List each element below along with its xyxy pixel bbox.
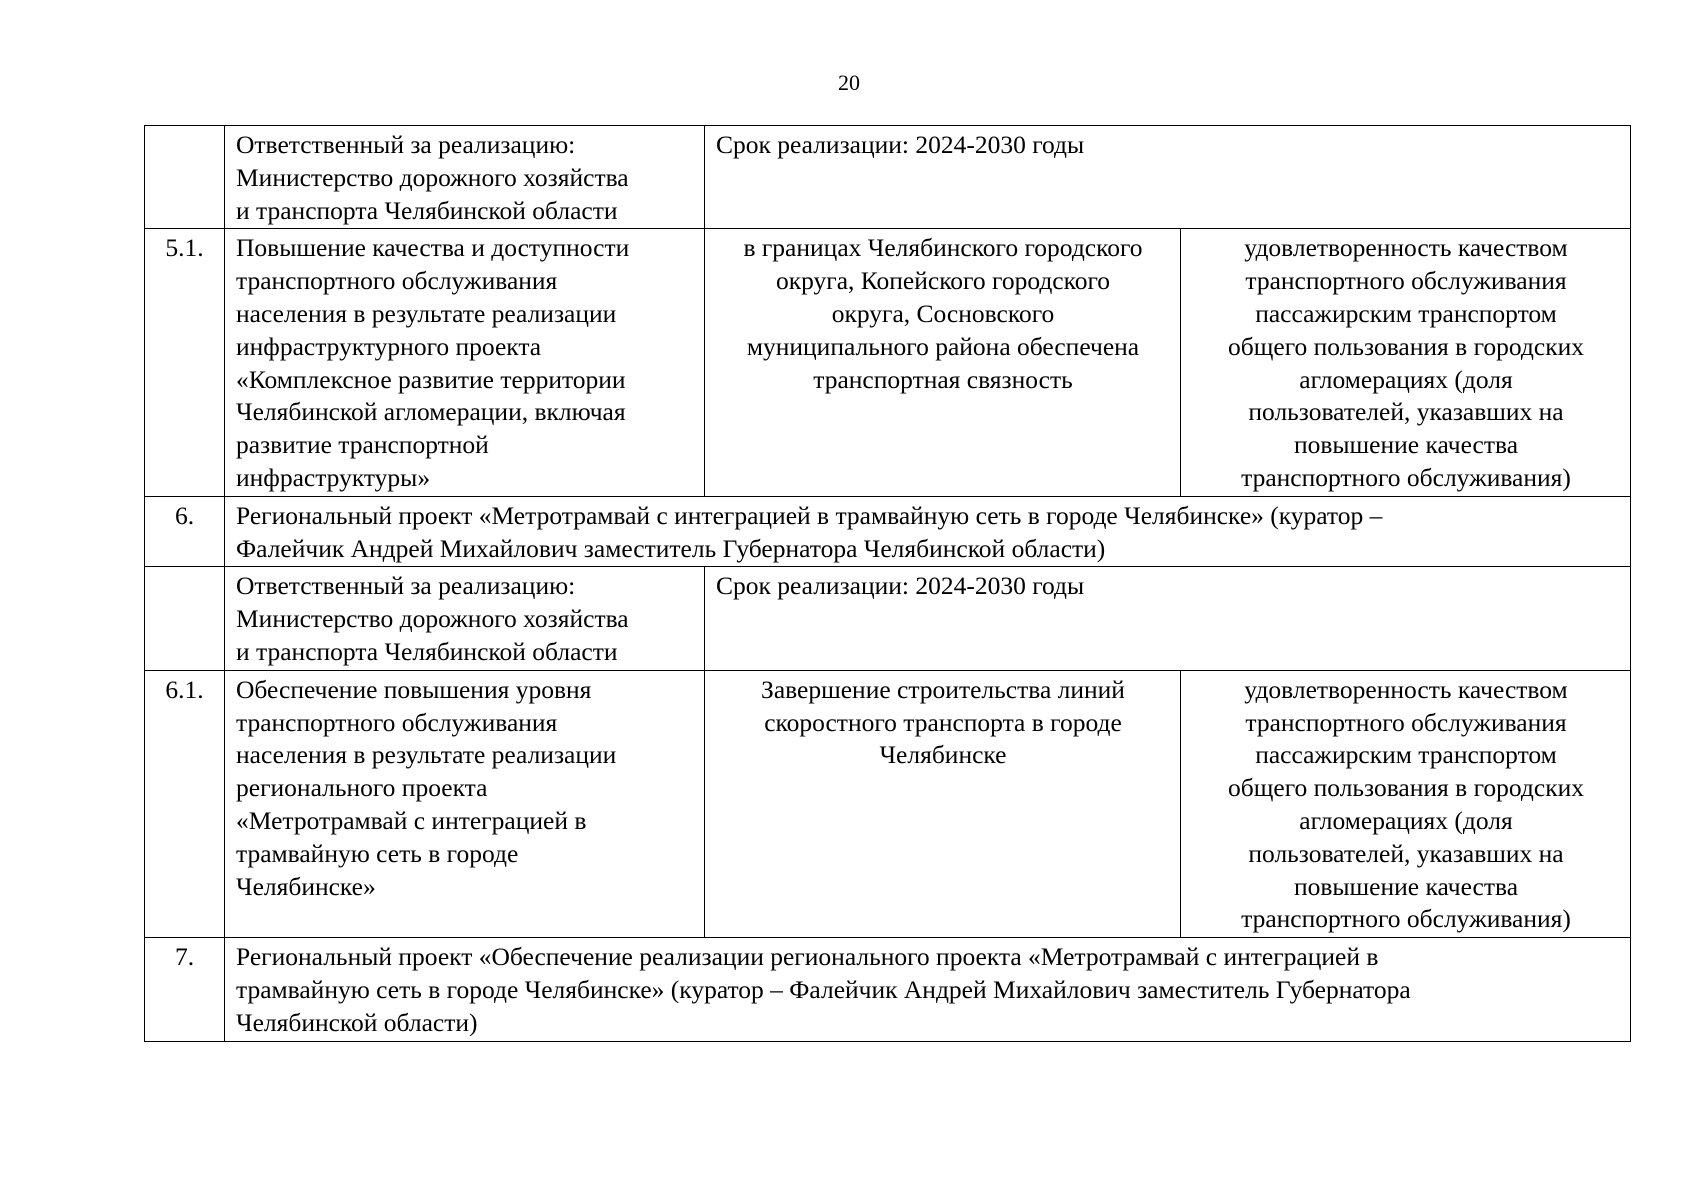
task-line: Челябинской агломерации, включая: [236, 397, 626, 427]
project-line: Фалейчик Андрей Михайлович заместитель Губернатора Челябинской области): [236, 533, 1106, 563]
responsible-line: Ответственный за реализацию:: [236, 571, 576, 601]
task-line: «Метротрамвай с интеграцией в: [236, 805, 587, 835]
responsible-line: и транспорта Челябинской области: [236, 636, 618, 666]
indicator-line: общего пользования в городских: [1228, 331, 1584, 361]
indicator-cell: [1181, 229, 1631, 496]
responsible-cell: [225, 567, 705, 670]
term-cell: [705, 126, 1631, 229]
task-line: транспортного обслуживания: [236, 707, 558, 737]
result-line: Завершение строительства линий: [761, 674, 1125, 704]
task-line: Повышение качества и доступности: [236, 233, 630, 263]
task-line: населения в результате реализации: [236, 298, 617, 328]
term-text: Срок реализации: 2024-2030 годы: [716, 130, 1085, 159]
indicator-line: транспортного обслуживания): [1241, 904, 1571, 934]
indicator-cell: [1181, 670, 1631, 937]
indicator-line: пассажирским транспортом: [1255, 740, 1557, 770]
result-line: транспортная связность: [813, 364, 1073, 394]
result-line: округа, Сосновского: [831, 298, 1055, 328]
project-line: Региональный проект «Обеспечение реализации регионального проекта «Метротрамвай с интеграцией в: [236, 942, 1379, 972]
table-row: [145, 126, 1631, 229]
task-line: инфраструктурного проекта: [236, 331, 542, 361]
indicator-line: агломерациях (доля: [1299, 805, 1513, 835]
task-line: регионального проекта: [236, 773, 488, 803]
task-line: транспортного обслуживания: [236, 266, 558, 296]
responsible-cell: [225, 126, 705, 229]
result-line: округа, Копейского городского: [775, 266, 1111, 296]
result-line: муниципального района обеспечена: [746, 331, 1140, 361]
indicator-line: общего пользования в городских: [1228, 773, 1584, 803]
table-row: [145, 229, 1631, 496]
task-line: трамвайную сеть в городе: [236, 838, 519, 868]
task-line: Обеспечение повышения уровня: [236, 674, 592, 704]
result-cell: [705, 229, 1181, 496]
plan-table: [144, 125, 1631, 1042]
table-row: [145, 670, 1631, 937]
indicator-line: удовлетворенность качеством: [1244, 674, 1568, 704]
page-number: 20: [838, 70, 860, 95]
indicator-line: транспортного обслуживания: [1245, 266, 1567, 296]
task-line: инфраструктуры»: [236, 462, 431, 492]
responsible-line: Ответственный за реализацию:: [236, 130, 576, 159]
indicator-line: повышение качества: [1293, 430, 1519, 460]
row-number-cell: 6.1.: [145, 670, 225, 937]
term-text: Срок реализации: 2024-2030 годы: [716, 571, 1085, 601]
task-cell: [225, 670, 705, 937]
indicator-line: транспортного обслуживания): [1241, 462, 1571, 492]
project-cell: [225, 496, 1631, 567]
table-row: [145, 938, 1631, 1041]
project-line: Региональный проект «Метротрамвай с интеграцией в трамвайную сеть в городе Челябинске» (куратор –: [236, 500, 1383, 530]
row-number-cell: [145, 567, 225, 670]
row-number-cell: 6.: [145, 496, 225, 567]
task-line: «Комплексное развитие территории: [236, 364, 626, 394]
result-line: скоростного транспорта в городе: [764, 707, 1122, 737]
project-line: Челябинской области): [236, 1007, 478, 1037]
project-cell: [225, 938, 1631, 1041]
responsible-line: Министерство дорожного хозяйства: [236, 162, 629, 192]
indicator-line: пользователей, указавших на: [1248, 838, 1564, 868]
indicator-line: агломерациях (доля: [1299, 364, 1513, 394]
task-line: Челябинске»: [236, 871, 376, 901]
term-cell: [705, 567, 1631, 670]
task-cell: [225, 229, 705, 496]
project-line: трамвайную сеть в городе Челябинске» (куратор – Фалейчик Андрей Михайлович заместитель Губернатора: [236, 974, 1411, 1004]
indicator-line: транспортного обслуживания: [1245, 707, 1567, 737]
indicator-line: повышение качества: [1293, 871, 1519, 901]
table-row: [145, 496, 1631, 567]
indicator-line: пользователей, указавших на: [1248, 397, 1564, 427]
row-number-cell: 5.1.: [145, 229, 225, 496]
task-line: населения в результате реализации: [236, 740, 617, 770]
table-row: [145, 567, 1631, 670]
task-line: развитие транспортной: [236, 430, 489, 460]
row-number-cell: 7.: [145, 938, 225, 1041]
responsible-line: и транспорта Челябинской области: [236, 195, 618, 225]
row-number-cell: [145, 126, 225, 229]
result-line: в границах Челябинского городского: [743, 233, 1143, 263]
result-line: Челябинске: [879, 740, 1007, 770]
indicator-line: удовлетворенность качеством: [1244, 233, 1568, 263]
indicator-line: пассажирским транспортом: [1255, 298, 1557, 328]
result-cell: [705, 670, 1181, 937]
responsible-line: Министерство дорожного хозяйства: [236, 604, 629, 634]
